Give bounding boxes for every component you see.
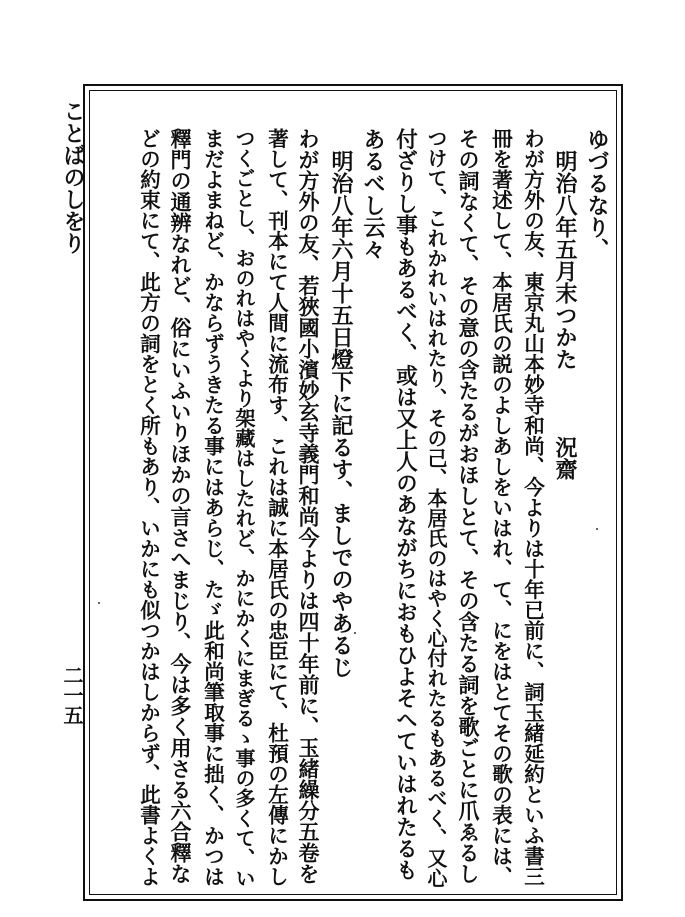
text-column-8: あるべし云々 <box>360 128 386 260</box>
text-column-6: つけて、これかれいはれたり、その己、本居氏のはやく心付れたるもあるべく、又心 <box>424 128 448 888</box>
text-column-1: ゆづるなり、 <box>584 128 610 260</box>
text-column-2: 明治八年五月末つかた 況齋 <box>552 150 578 480</box>
book-title: ことばのしをり <box>60 100 86 254</box>
text-column-3: わが方外の友、東京丸山本妙寺和尚、今よりは十年已前に、詞玉緒延約といふ書三 <box>520 128 545 887</box>
ink-speck <box>354 632 356 634</box>
text-column-12: つくごとし、おのれはやくより架藏はしたれど、かにかくにまぎるゝ事の多くて、い <box>232 128 256 888</box>
page-number: 二一五 <box>60 665 84 725</box>
ink-speck <box>596 528 598 530</box>
text-column-13: まだよまねど、かならずうきたる事にはあらじ、たゞ此和尚筆取事に拙く、かつは <box>200 128 225 887</box>
ink-speck <box>98 602 100 604</box>
text-column-14: 釋門の通辨なれど、俗にいふいりほかの言さへまじり、今は多く用さる六合釋な <box>168 128 193 884</box>
text-column-9: 明治八年六月十五日燈下に記るす、ましでのやあるじ <box>328 150 354 678</box>
text-column-10: わが方外の友、若狹國小濱妙玄寺義門和尚今よりは四十年前に、玉緒繰分五卷を <box>296 128 321 884</box>
text-column-5: その詞なくて、その意の含たるがおほしとて、その含たる詞を歌ごとに爪ゑるし <box>456 128 481 884</box>
text-column-4: 冊を著述して、本居氏の説のよしあしをいはれ、て、にをはとてその歌の表には、 <box>488 128 513 887</box>
text-column-7: 付ざりし事もあるべく、或は又上人のあながちにおもひよそへていはれたるも <box>392 128 418 881</box>
text-column-11: 著して、刊本にて人間に流布す、これは誠に本居氏の忠臣にて、杜預の左傳にかし <box>264 128 289 887</box>
text-column-15: どの約束にて、此方の詞をとく所もあり、いかにも似つかはしからず、此書よくよ <box>136 128 161 887</box>
